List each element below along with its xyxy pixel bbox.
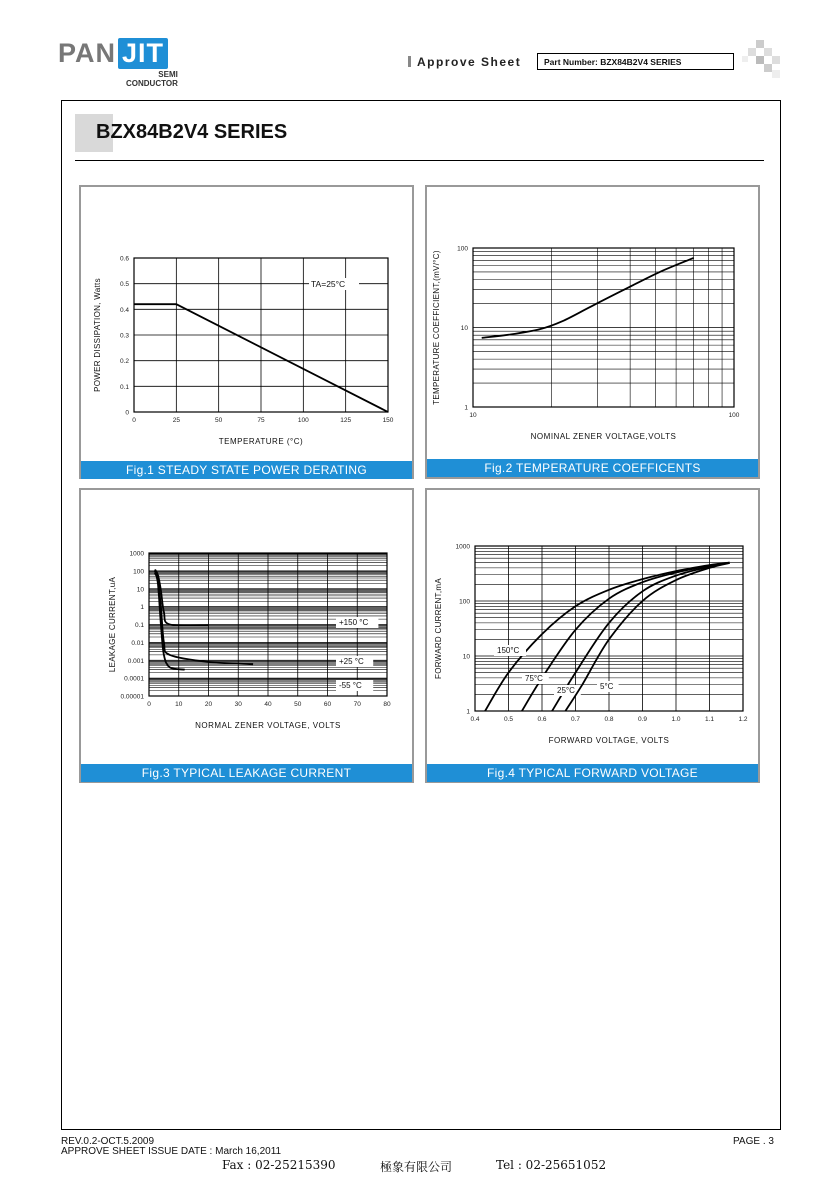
x-axis-label: TEMPERATURE (°C) <box>218 437 304 446</box>
y-axis-label: POWER DISSIPATION, Watts <box>93 278 102 392</box>
x-tick-label: 25 <box>172 417 180 424</box>
x-tick-label: 10 <box>175 701 183 708</box>
y-tick-label: 1 <box>466 708 470 716</box>
x-tick-label: 70 <box>353 701 361 708</box>
x-tick-label: 1.2 <box>738 716 748 723</box>
figure-4-caption: Fig.4 TYPICAL FORWARD VOLTAGE <box>427 764 758 782</box>
x-tick-label: 150 <box>382 417 394 424</box>
x-axis-label: NOMINAL ZENER VOLTAGE,VOLTS <box>530 432 677 441</box>
x-axis-label: FORWARD VOLTAGE, VOLTS <box>548 736 670 745</box>
chart-leakage-current <box>81 490 412 764</box>
x-tick-label: 100 <box>728 412 740 419</box>
issue-date-text: APPROVE SHEET ISSUE DATE : March 16,2011 <box>61 1146 282 1157</box>
x-tick-label: 0.4 <box>470 716 480 723</box>
x-tick-label: 1.1 <box>704 716 715 723</box>
series-label: 75°C <box>525 674 543 683</box>
series-label: 150°C <box>497 646 520 655</box>
logo-jit-text: JIT <box>118 38 168 69</box>
company-name: 極象有限公司 <box>380 1160 453 1174</box>
logo-main-text: PAN <box>58 38 117 68</box>
y-tick-label: 100 <box>459 598 470 606</box>
figure-1-caption: Fig.1 STEADY STATE POWER DERATING <box>81 461 412 479</box>
title-rule <box>75 160 764 161</box>
chart-temperature-coefficients <box>427 187 758 459</box>
x-tick-label: 20 <box>204 701 213 708</box>
y-tick-label: 10 <box>136 586 144 594</box>
series-line <box>565 563 729 711</box>
y-tick-label: 0.4 <box>119 306 129 314</box>
series-line <box>482 258 694 338</box>
x-tick-label: 60 <box>323 701 332 708</box>
y-tick-label: 0 <box>125 409 129 417</box>
panjit-logo <box>58 38 168 69</box>
figure-2-caption: Fig.2 TEMPERATURE COEFFICENTS <box>427 459 758 477</box>
series-label: 5°C <box>600 682 614 691</box>
y-tick-label: 1000 <box>129 550 144 558</box>
approve-sheet-label: Approve Sheet <box>408 55 521 69</box>
figure-3-panel <box>79 488 414 783</box>
y-tick-label: 0.1 <box>134 622 144 629</box>
x-tick-label: 0 <box>132 417 136 424</box>
x-tick-label: 1.0 <box>671 716 681 723</box>
fax-number: Fax : 02-25215390 <box>222 1158 336 1172</box>
page-number: PAGE . 3 <box>733 1136 774 1147</box>
x-tick-label: 100 <box>297 417 309 424</box>
y-tick-label: 0.2 <box>119 358 129 366</box>
x-tick-label: 125 <box>340 417 352 424</box>
x-tick-label: 0.9 <box>637 716 648 723</box>
page-title: BZX84B2V4 SERIES <box>96 121 288 143</box>
figure-3-caption: Fig.3 TYPICAL LEAKAGE CURRENT <box>81 764 412 782</box>
x-tick-label: 50 <box>215 417 223 424</box>
y-axis-label: TEMPERATURE COEFFICIENT,(mV/°C) <box>432 250 441 405</box>
x-tick-label: 0 <box>147 701 151 708</box>
figure-2-panel <box>425 185 760 479</box>
x-tick-label: 30 <box>234 701 242 708</box>
series-label: +150 °C <box>339 618 369 627</box>
x-tick-label: 10 <box>469 412 477 419</box>
y-tick-label: 0.0001 <box>124 675 144 683</box>
tel-number: Tel : 02-25651052 <box>496 1158 607 1172</box>
logo-sub-semi: SEMI <box>158 70 178 79</box>
chart-forward-voltage <box>427 490 758 764</box>
revision-text: REV.0.2-OCT.5.2009 <box>61 1136 155 1147</box>
y-tick-label: 0.1 <box>119 383 129 391</box>
y-axis-label: LEAKAGE CURRENT,uA <box>108 576 117 673</box>
figure-4-panel <box>425 488 760 783</box>
series-label: 25°C <box>557 686 575 695</box>
logo-sub-conductor: CONDUCTOR <box>126 79 178 88</box>
y-tick-label: 10 <box>462 653 470 661</box>
y-tick-label: 100 <box>133 568 144 576</box>
y-tick-label: 0.001 <box>127 657 144 665</box>
series-label: -55 °C <box>339 681 362 690</box>
y-tick-label: 1 <box>464 404 468 412</box>
x-axis-label: NORMAL ZENER VOLTAGE, VOLTS <box>195 721 341 730</box>
y-tick-label: 1 <box>140 604 144 612</box>
y-tick-label: 10 <box>460 325 468 332</box>
y-tick-label: 0.00001 <box>120 693 144 701</box>
checker-decoration-icon <box>742 40 782 80</box>
x-tick-label: 75 <box>257 417 265 424</box>
x-tick-label: 40 <box>264 701 272 708</box>
x-tick-label: 0.6 <box>537 716 547 723</box>
series-label: +25 °C <box>339 657 364 666</box>
chart-annotation: TA=25°C <box>311 279 346 289</box>
x-tick-label: 0.7 <box>570 716 581 723</box>
x-tick-label: 0.8 <box>604 716 614 723</box>
y-tick-label: 100 <box>457 245 468 253</box>
chart-power-derating <box>81 187 412 459</box>
part-number-box: Part Number: BZX84B2V4 SERIES <box>537 53 734 70</box>
y-tick-label: 0.01 <box>131 639 144 647</box>
x-tick-label: 50 <box>294 701 302 708</box>
y-tick-label: 0.5 <box>119 281 129 289</box>
y-tick-label: 0.3 <box>119 332 129 340</box>
x-tick-label: 80 <box>383 701 391 708</box>
logo-subtitle <box>126 70 178 88</box>
y-axis-label: FORWARD CURRENT,mA <box>434 578 443 679</box>
x-tick-label: 0.5 <box>503 716 514 723</box>
y-tick-label: 0.6 <box>119 255 129 263</box>
figure-1-panel <box>79 185 414 479</box>
y-tick-label: 1000 <box>455 543 470 551</box>
